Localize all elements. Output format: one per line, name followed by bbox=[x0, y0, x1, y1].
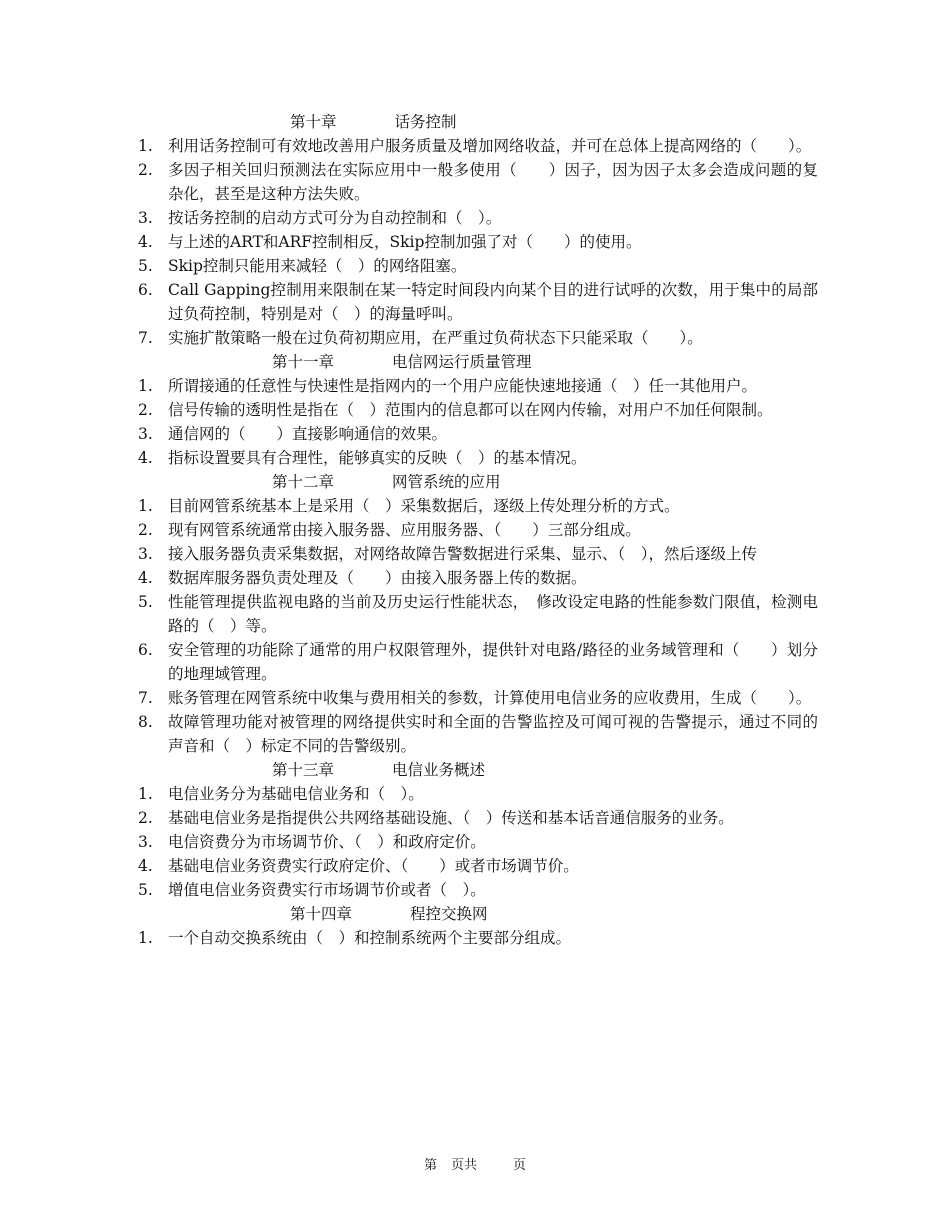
question-number: 4. bbox=[138, 569, 153, 587]
question-text: 基础电信业务是指提供公共网络基础设施、（ ）传送和基本话音通信服务的业务。 bbox=[168, 809, 734, 827]
question-number: 7. bbox=[138, 329, 153, 347]
question-text: Skip控制只能用来减轻（ ）的网络阻塞。 bbox=[168, 257, 467, 275]
question-item bbox=[138, 518, 818, 542]
question-text: 与上述的ART和ARF控制相反，Skip控制加强了对（ ）的使用。 bbox=[168, 233, 642, 251]
question-number: 3. bbox=[138, 545, 153, 563]
question-number: 3. bbox=[138, 209, 153, 227]
question-item bbox=[138, 326, 818, 350]
question-text: 现有网管系统通常由接入服务器、应用服务器、（ ）三部分组成。 bbox=[168, 521, 641, 539]
chapter-number: 第十二章 bbox=[272, 473, 335, 491]
question-number: 5. bbox=[138, 257, 153, 275]
question-list bbox=[138, 494, 818, 758]
question-number: 1. bbox=[138, 929, 153, 947]
question-list bbox=[138, 134, 818, 350]
question-item bbox=[138, 686, 818, 710]
question-text: 数据库服务器负责处理及（ ）由接入服务器上传的数据。 bbox=[168, 569, 587, 587]
question-text: 电信业务分为基础电信业务和（ ）。 bbox=[168, 785, 424, 803]
question-number: 8. bbox=[138, 713, 153, 731]
question-number: 2. bbox=[138, 521, 153, 539]
question-item bbox=[138, 878, 818, 902]
question-text: 账务管理在网管系统中收集与费用相关的参数，计算使用电信业务的应收费用，生成（ ）。 bbox=[168, 689, 812, 707]
question-item bbox=[138, 254, 818, 278]
question-number: 5. bbox=[138, 593, 153, 611]
question-text: 电信资费分为市场调节价、（ ）和政府定价。 bbox=[168, 833, 486, 851]
question-item bbox=[138, 854, 818, 878]
question-number: 4. bbox=[138, 233, 153, 251]
question-number: 1. bbox=[138, 497, 153, 515]
question-item bbox=[138, 926, 818, 950]
question-item bbox=[138, 374, 818, 398]
question-list bbox=[138, 926, 818, 950]
question-item bbox=[138, 398, 818, 422]
question-number: 4. bbox=[138, 449, 153, 467]
question-item bbox=[138, 542, 818, 566]
chapter-title: 话务控制 bbox=[394, 113, 457, 131]
chapter-title: 电信网运行质量管理 bbox=[392, 353, 532, 371]
question-text: 多因子相关回归预测法在实际应用中一般多使用（ ）因子，因为因子太多会造成问题的复杂化，甚至是这种方法失败。 bbox=[168, 161, 818, 203]
question-number: 2. bbox=[138, 809, 153, 827]
chapter-heading bbox=[138, 758, 818, 782]
chapter-number: 第十三章 bbox=[272, 761, 335, 779]
footer-page-label: 第 bbox=[423, 1158, 437, 1173]
question-text: 接入服务器负责采集数据，对网络故障告警数据进行采集、显示、（ ），然后逐级上传 bbox=[168, 545, 758, 563]
question-text: 增值电信业务资费实行市场调节价或者（ ）。 bbox=[168, 881, 486, 899]
question-number: 1. bbox=[138, 137, 153, 155]
question-text: 通信网的（ ）直接影响通信的效果。 bbox=[168, 425, 448, 443]
footer-total-label: 页共 bbox=[450, 1158, 477, 1173]
question-number: 6. bbox=[138, 641, 153, 659]
chapter-title: 电信业务概述 bbox=[392, 761, 486, 779]
question-number: 6. bbox=[138, 281, 153, 299]
question-item bbox=[138, 830, 818, 854]
question-text: 按话务控制的启动方式可分为自动控制和（ ）。 bbox=[168, 209, 502, 227]
question-item bbox=[138, 710, 818, 758]
question-item bbox=[138, 278, 818, 326]
question-item bbox=[138, 590, 818, 638]
question-item bbox=[138, 206, 818, 230]
question-number: 1. bbox=[138, 785, 153, 803]
question-text: 故障管理功能对被管理的网络提供实时和全面的告警监控及可闻可视的告警提示，通过不同的声音和（ ）标定不同的告警级别。 bbox=[168, 713, 818, 755]
chapter-heading bbox=[138, 350, 818, 374]
chapter-number: 第十章 bbox=[290, 113, 337, 131]
question-number: 3. bbox=[138, 425, 153, 443]
question-text: Call Gapping控制用来限制在某一特定时间段内向某个目的进行试呼的次数，用于集中的局部过负荷控制，特别是对（ ）的海量呼叫。 bbox=[168, 281, 818, 323]
question-number: 5. bbox=[138, 881, 153, 899]
question-item bbox=[138, 158, 818, 206]
question-number: 4. bbox=[138, 857, 153, 875]
chapter-heading bbox=[138, 902, 818, 926]
footer-page-suffix: 页 bbox=[513, 1158, 527, 1173]
question-number: 2. bbox=[138, 401, 153, 419]
chapter-heading bbox=[138, 470, 818, 494]
chapter-number: 第十四章 bbox=[290, 905, 353, 923]
question-text: 信号传输的透明性是指在（ ）范围内的信息都可以在网内传输，对用户不加任何限制。 bbox=[168, 401, 773, 419]
page-footer bbox=[0, 1158, 950, 1174]
question-text: 指标设置要具有合理性，能够真实的反映（ ）的基本情况。 bbox=[168, 449, 587, 467]
question-item bbox=[138, 806, 818, 830]
question-text: 实施扩散策略一般在过负荷初期应用，在严重过负荷状态下只能采取（ ）。 bbox=[168, 329, 703, 347]
question-item bbox=[138, 494, 818, 518]
chapter-heading bbox=[138, 110, 818, 134]
question-number: 3. bbox=[138, 833, 153, 851]
question-item bbox=[138, 134, 818, 158]
chapter-number: 第十一章 bbox=[272, 353, 335, 371]
question-text: 利用话务控制可有效地改善用户服务质量及增加网络收益，并可在总体上提高网络的（ ）。 bbox=[168, 137, 812, 155]
question-number: 2. bbox=[138, 161, 153, 179]
question-item bbox=[138, 230, 818, 254]
question-number: 7. bbox=[138, 689, 153, 707]
question-item bbox=[138, 422, 818, 446]
question-text: 目前网管系统基本上是采用（ ）采集数据后，逐级上传处理分析的方式。 bbox=[168, 497, 680, 515]
question-text: 安全管理的功能除了通常的用户权限管理外，提供针对电路/路径的业务域管理和（ ）划分的地理域管理。 bbox=[168, 641, 818, 683]
chapter-title: 网管系统的应用 bbox=[392, 473, 501, 491]
question-text: 基础电信业务资费实行政府定价、（ ）或者市场调节价。 bbox=[168, 857, 579, 875]
question-text: 所谓接通的任意性与快速性是指网内的一个用户应能快速地接通（ ）任一其他用户。 bbox=[168, 377, 758, 395]
question-list bbox=[138, 782, 818, 902]
question-item bbox=[138, 638, 818, 686]
document-body bbox=[138, 110, 818, 950]
question-item bbox=[138, 782, 818, 806]
question-item bbox=[138, 446, 818, 470]
question-text: 一个自动交换系统由（ ）和控制系统两个主要部分组成。 bbox=[168, 929, 572, 947]
question-text: 性能管理提供监视电路的当前及历史运行性能状态， 修改设定电路的性能参数门限值，检测电路的（ ）等。 bbox=[168, 593, 818, 635]
question-list bbox=[138, 374, 818, 470]
question-item bbox=[138, 566, 818, 590]
question-number: 1. bbox=[138, 377, 153, 395]
chapter-title: 程控交换网 bbox=[410, 905, 488, 923]
